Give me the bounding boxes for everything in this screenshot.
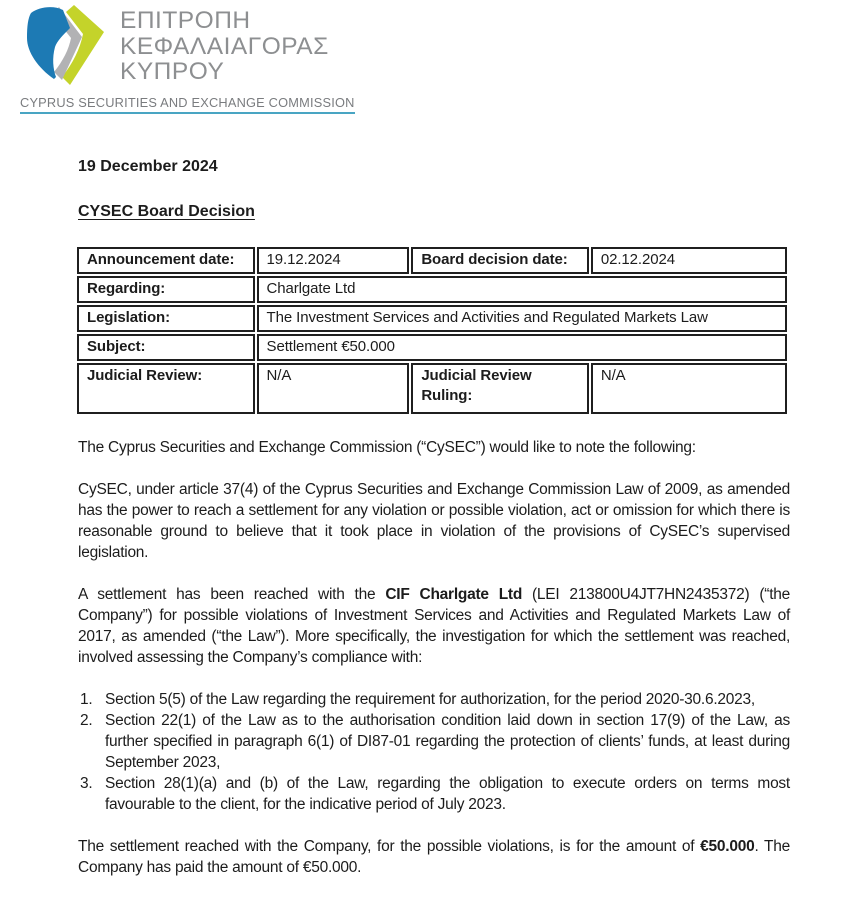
decision-table (75, 245, 789, 416)
list-item-number: 1. (80, 691, 93, 708)
table-row-judicial (77, 363, 787, 414)
violations-list (78, 689, 790, 815)
settlement-amount-bold: €50.000 (700, 838, 755, 855)
org-name-line-2: ΚΕΦΑΛΑΙΑΓΟΡΑΣ (120, 32, 329, 60)
announcement-date-label: Announcement date: (77, 247, 255, 274)
company-name-bold: CIF Charlgate Ltd (385, 586, 523, 603)
settlement-reached-before: A settlement has been reached with the (78, 586, 386, 603)
table-row-subject (77, 334, 787, 361)
table-row-regarding (77, 276, 787, 303)
list-item-text: Section 5(5) of the Law regarding the requirement for authorization, for the period 2020-30.6.2023, (105, 691, 755, 708)
org-tagline: CYPRUS SECURITIES AND EXCHANGE COMMISSION (20, 95, 355, 114)
settlement-power-paragraph: CySEC, under article 37(4) of the Cyprus Securities and Exchange Commission Law of 2009, as amended has the power to reach a settlement for any violation or possible violation, act or omission for which there is reasonable ground to believe that it took place in violation of the provisions of CySEC’s supervised legislation. (78, 481, 790, 561)
cysec-logo (20, 5, 355, 114)
logo-top-row (20, 5, 355, 89)
regarding-label: Regarding: (77, 276, 255, 303)
table-row-legislation (77, 305, 787, 332)
closing-after: . The Company has paid the amount of €50.000. (78, 838, 791, 876)
org-name-line-1: ΕΠΙΤΡΟΠΗ (120, 7, 251, 34)
document-title: CYSEC Board Decision (78, 203, 255, 220)
list-item-number: 2. (80, 712, 93, 729)
list-item (78, 689, 790, 710)
legislation-value: The Investment Services and Activities and Regulated Markets Law (257, 305, 787, 332)
settlement-reached-paragraph (78, 584, 790, 668)
list-item-text: Section 22(1) of the Law as to the authorisation condition laid down in section 17(9) of the Law, as further specified in paragraph 6(1) of DI87-01 regarding the protection of clients’ funds, at least during September 2023, (105, 712, 790, 771)
list-item (78, 773, 790, 815)
judicial-review-label: Judicial Review: (77, 363, 255, 414)
document-date: 19 December 2024 (78, 158, 218, 175)
closing-before: The settlement reached with the Company, for the possible violations, is for the amount of (78, 838, 701, 855)
intro-paragraph: The Cyprus Securities and Exchange Commission (“CySEC”) would like to note the following: (78, 439, 696, 456)
subject-value: Settlement €50.000 (257, 334, 787, 361)
org-name-line-3: ΚΥΠΡΟΥ (120, 58, 225, 85)
closing-paragraph (78, 836, 790, 878)
document-body (78, 158, 790, 878)
cysec-logo-mark-icon (25, 5, 107, 89)
judicial-review-value: N/A (257, 363, 410, 414)
board-decision-date-label: Board decision date: (411, 247, 589, 274)
subject-label: Subject: (77, 334, 255, 361)
regarding-value: Charlgate Ltd (257, 276, 787, 303)
list-item-text: Section 28(1)(a) and (b) of the Law, regarding the obligation to execute orders on terms most favourable to the client, for the indicative period of July 2023. (105, 775, 790, 813)
list-item (78, 710, 790, 773)
announcement-date-value: 19.12.2024 (257, 247, 410, 274)
board-decision-date-value: 02.12.2024 (591, 247, 787, 274)
legislation-label: Legislation: (77, 305, 255, 332)
org-name-greek (120, 8, 329, 85)
table-row-dates (77, 247, 787, 274)
judicial-review-ruling-label: Judicial Review Ruling: (411, 363, 589, 414)
settlement-reached-after: (LEI 213800U4JT7HN2435372) (“the Company”) for possible violations of Investment Services and Activities and Regulated Markets Law of 2017, as amended (“the Law”). More specifically, the investigation for which the settlement was reached, involved assessing the Company’s compliance with: (78, 586, 791, 666)
judicial-review-ruling-value: N/A (591, 363, 787, 414)
list-item-number: 3. (80, 775, 93, 792)
